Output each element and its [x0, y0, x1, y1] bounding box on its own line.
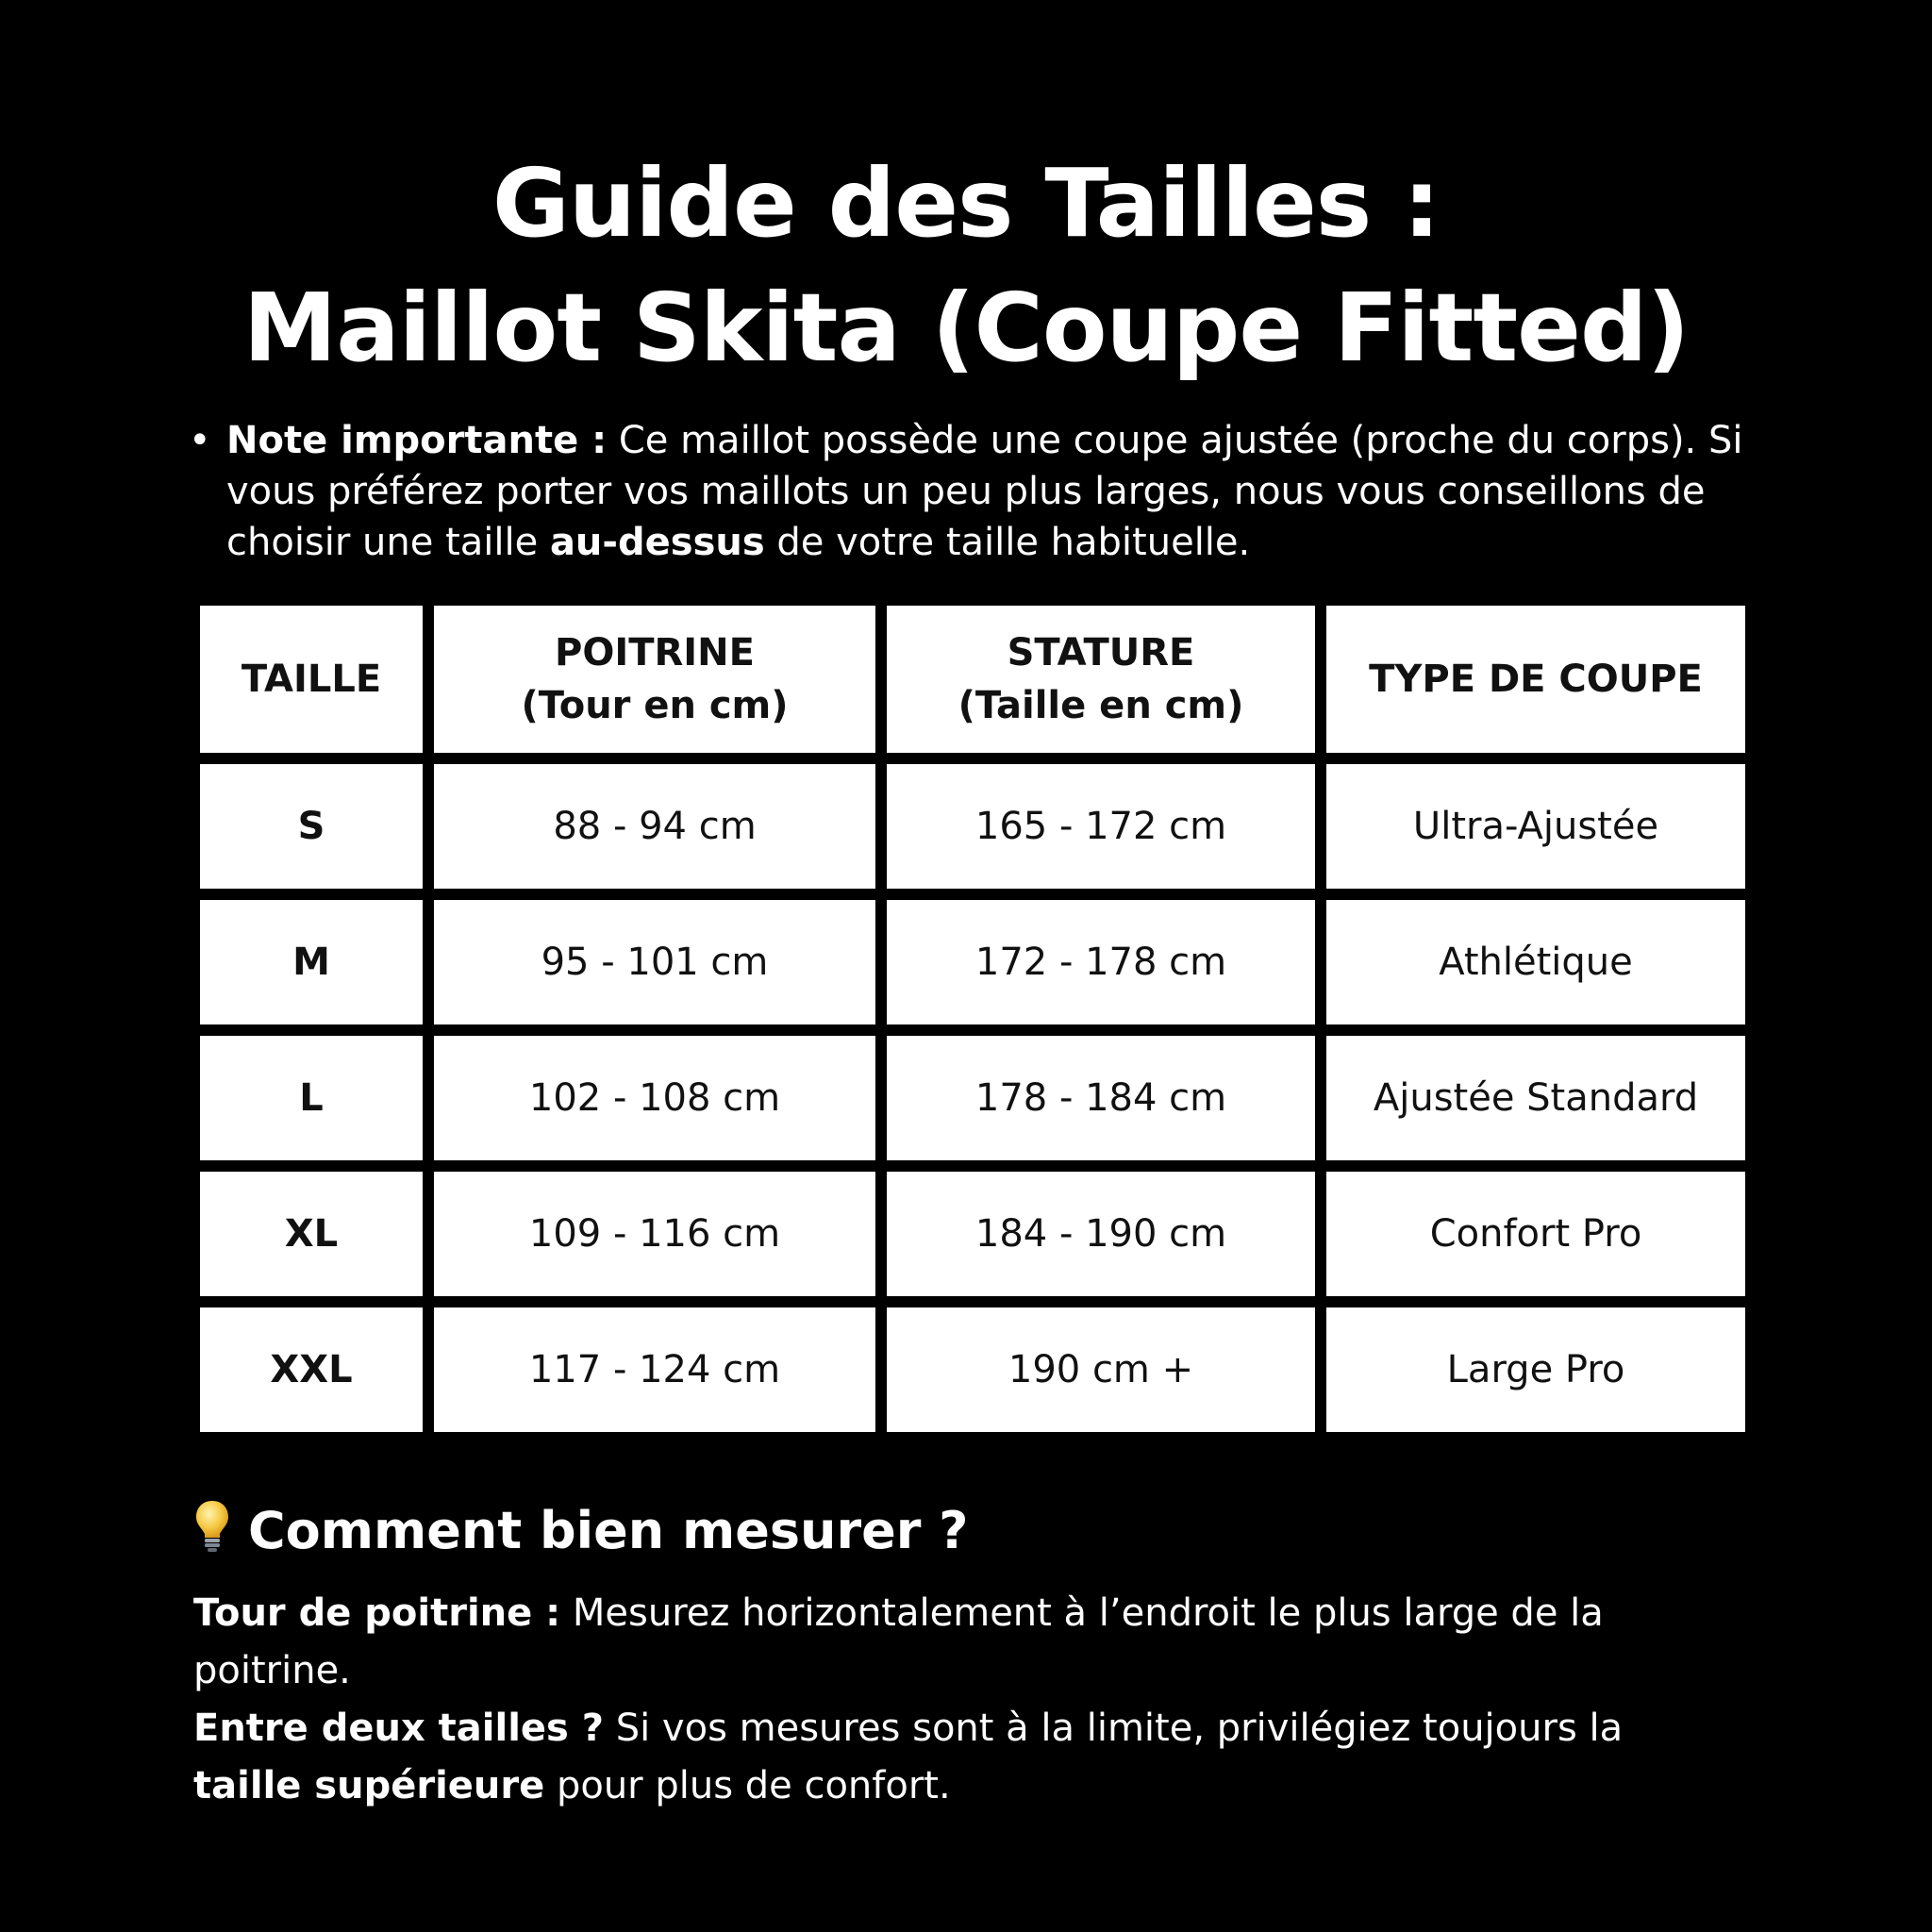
note-text-after: de votre taille habituelle. — [764, 521, 1251, 564]
important-note — [189, 415, 1811, 568]
fit-cell: Large Pro — [1326, 1307, 1745, 1432]
chest-instruction-label: Tour de poitrine : — [193, 1591, 561, 1635]
note-emphasis: au-dessus — [549, 521, 765, 564]
lightbulb-icon — [193, 1498, 231, 1571]
header-height-unit: (Taille en cm) — [958, 684, 1244, 727]
chest-cell: 88 - 94 cm — [434, 764, 875, 889]
title-line-2: Maillot Skita (Coupe Fitted) — [242, 273, 1690, 383]
title-line-1: Guide des Tailles : — [491, 148, 1441, 258]
size-cell: L — [200, 1036, 423, 1160]
header-size — [200, 606, 423, 753]
note-text-before: Ce maillot possède une coupe ajustée (proche du corps). Si vous préférez porter vos maillots un peu plus larges, nous vous conseillons de choisir une taille — [226, 419, 1743, 564]
height-cell: 165 - 172 cm — [887, 764, 1315, 889]
between-sizes-label: Entre deux tailles ? — [193, 1707, 604, 1750]
measure-heading-text: Comment bien mesurer ? — [248, 1501, 969, 1561]
between-sizes-instruction — [193, 1700, 1740, 1815]
header-chest-label: POITRINE — [555, 631, 755, 675]
header-chest — [434, 606, 875, 753]
fit-cell: Ajustée Standard — [1326, 1036, 1745, 1160]
header-height-label: STATURE — [1007, 631, 1195, 675]
height-cell: 184 - 190 cm — [887, 1172, 1315, 1296]
chest-cell: 109 - 116 cm — [434, 1172, 875, 1296]
table-row — [200, 1172, 1745, 1296]
height-cell: 178 - 184 cm — [887, 1036, 1315, 1160]
table-header-row — [200, 606, 1745, 753]
chest-instruction-text: Mesurez horizontalement à l’endroit le plus large de la poitrine. — [193, 1591, 1604, 1692]
table-row — [200, 1307, 1745, 1432]
size-cell: M — [200, 900, 423, 1024]
height-cell: 172 - 178 cm — [887, 900, 1315, 1024]
table-row — [200, 764, 1745, 889]
chest-cell: 95 - 101 cm — [434, 900, 875, 1024]
header-fit — [1326, 606, 1745, 753]
bullet-icon: • — [189, 419, 211, 462]
header-height — [887, 606, 1315, 753]
page-title — [0, 142, 1932, 391]
chest-cell: 102 - 108 cm — [434, 1036, 875, 1160]
between-sizes-text: Si vos mesures sont à la limite, privilégiez toujours la — [603, 1707, 1624, 1750]
between-sizes-after: pour plus de confort. — [544, 1764, 951, 1807]
fit-cell: Ultra-Ajustée — [1326, 764, 1745, 889]
measure-instructions — [193, 1585, 1740, 1815]
chest-instruction — [193, 1585, 1740, 1700]
chest-cell: 117 - 124 cm — [434, 1307, 875, 1432]
fit-cell: Confort Pro — [1326, 1172, 1745, 1296]
size-cell: S — [200, 764, 423, 889]
measure-heading — [193, 1498, 968, 1571]
fit-cell: Athlétique — [1326, 900, 1745, 1024]
header-size-label: TAILLE — [241, 658, 382, 701]
height-cell: 190 cm + — [887, 1307, 1315, 1432]
table-row — [200, 900, 1745, 1024]
note-label: Note importante : — [226, 419, 608, 462]
table-row — [200, 1036, 1745, 1160]
size-cell: XL — [200, 1172, 423, 1296]
between-sizes-emphasis: taille supérieure — [193, 1764, 545, 1807]
size-cell: XXL — [200, 1307, 423, 1432]
header-fit-label: TYPE DE COUPE — [1369, 658, 1703, 701]
size-table — [189, 594, 1757, 1443]
header-chest-unit: (Tour en cm) — [521, 684, 789, 727]
